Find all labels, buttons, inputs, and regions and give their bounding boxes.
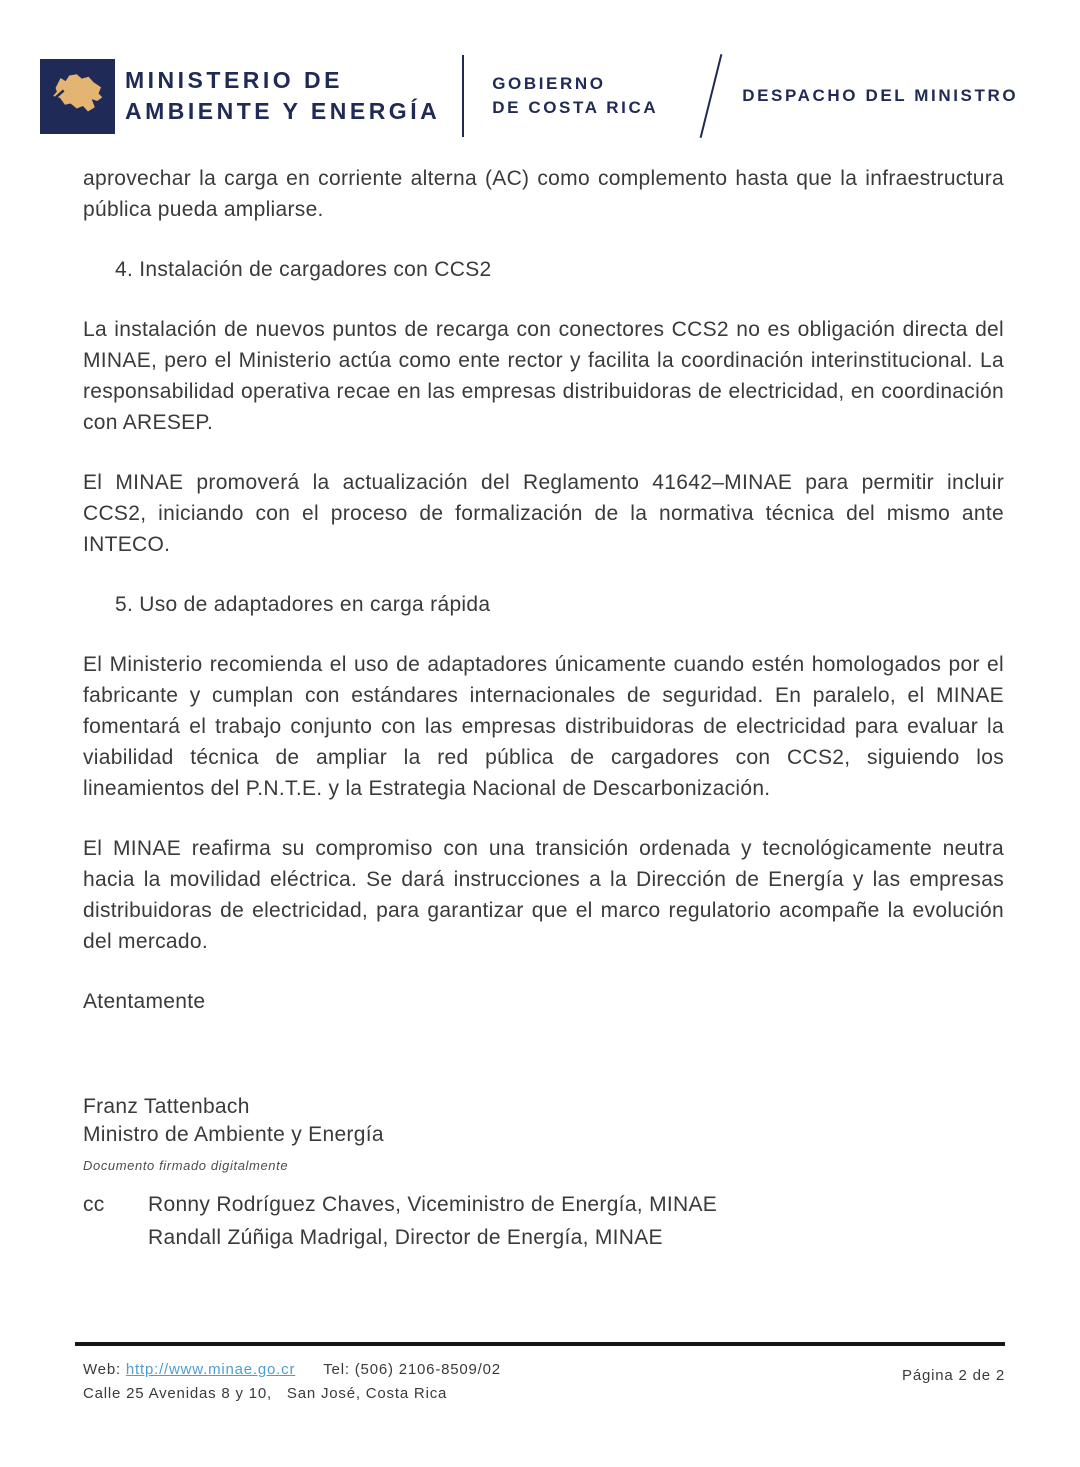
paragraph-section4-1: La instalación de nuevos puntos de recarga con conectores CCS2 no es obligación directa del MINAE, pero el Ministerio actúa como ente rector y facilita la coordinación interinstitucional. La responsabilidad operativa recae en las empresas distribuidoras de electricidad, en coordinación con ARESEP. bbox=[83, 318, 1004, 434]
signer-title: Ministro de Ambiente y Energía bbox=[83, 1123, 384, 1146]
valediction: Atentamente bbox=[83, 990, 206, 1013]
footer-address: Calle 25 Avenidas 8 y 10, San José, Costa Rica bbox=[83, 1385, 448, 1402]
footer-web-line bbox=[83, 1358, 501, 1382]
telephone: Tel: (506) 2106-8509/02 bbox=[323, 1361, 501, 1378]
cc-recipients bbox=[148, 1188, 717, 1254]
ministry-name bbox=[125, 65, 440, 127]
website-link[interactable]: http://www.minae.go.cr bbox=[125, 1361, 296, 1378]
cc-recipient: Ronny Rodríguez Chaves, Viceministro de Energía, MINAE bbox=[148, 1193, 718, 1216]
government-name-line2: DE COSTA RICA bbox=[492, 98, 659, 117]
page-number: Página 2 de 2 bbox=[902, 1367, 1005, 1384]
letterhead bbox=[40, 56, 1040, 136]
ministry-name-line1: MINISTERIO DE bbox=[125, 67, 344, 93]
cc-block bbox=[83, 1188, 717, 1254]
paragraph-intro-continuation: aprovechar la carga en corriente alterna (AC) como complemento hasta que la infraestructura pública pueda ampliarse. bbox=[83, 167, 1004, 221]
paragraph-section5-1: El Ministerio recomienda el uso de adaptadores únicamente cuando estén homologados por el fabricante y cumplan con estándares internacionales de seguridad. En paralelo, el MINAE fomentará el trabajo conjunto con las empresas distribuidoras de electricidad para evaluar la viabilidad técnica de ampliar la red pública de cargadores con CCS2, siguiendo los lineamientos del P.N.T.E. y la Estrategia Nacional de Descarbonización. bbox=[83, 653, 1004, 800]
slash-icon bbox=[700, 54, 723, 138]
ministry-logo bbox=[40, 59, 115, 134]
paragraph-section4-2: El MINAE promoverá la actualización del Reglamento 41642–MINAE para permitir incluir CCS2, iniciando con el proceso de formalización de la normativa técnica del mismo ante INTECO. bbox=[83, 471, 1004, 556]
section-heading-4: 4. Instalación de cargadores con CCS2 bbox=[115, 258, 492, 281]
paragraph-closing: El MINAE reafirma su compromiso con una transición ordenada y tecnológicamente neutra hacia la movilidad eléctrica. Se dará instrucciones a la Dirección de Energía y las empresas distribuidoras de electricidad, para garantizar que el marco regulatorio acompañe la evolución del mercado. bbox=[83, 837, 1004, 953]
cc-recipient: Randall Zúñiga Madrigal, Director de Energía, MINAE bbox=[148, 1226, 663, 1249]
cc-label: cc bbox=[83, 1193, 105, 1216]
office-name: DESPACHO DEL MINISTRO bbox=[742, 86, 1019, 105]
government-name bbox=[492, 72, 658, 120]
signer-name: Franz Tattenbach bbox=[83, 1095, 250, 1118]
government-name-line1: GOBIERNO bbox=[492, 74, 606, 93]
digital-signature-note: Documento firmado digitalmente bbox=[83, 1158, 289, 1173]
footer-contact bbox=[83, 1358, 501, 1406]
costa-rica-map-icon bbox=[45, 68, 111, 124]
footer bbox=[83, 1358, 1005, 1406]
section-heading-5: 5. Uso de adaptadores en carga rápida bbox=[115, 593, 491, 616]
footer-rule bbox=[75, 1342, 1005, 1346]
web-label: Web: bbox=[83, 1361, 126, 1378]
header-divider bbox=[462, 55, 464, 137]
signature-block bbox=[83, 1093, 384, 1180]
letter-body bbox=[83, 163, 1004, 1046]
ministry-name-line2: AMBIENTE Y ENERGÍA bbox=[125, 98, 441, 124]
